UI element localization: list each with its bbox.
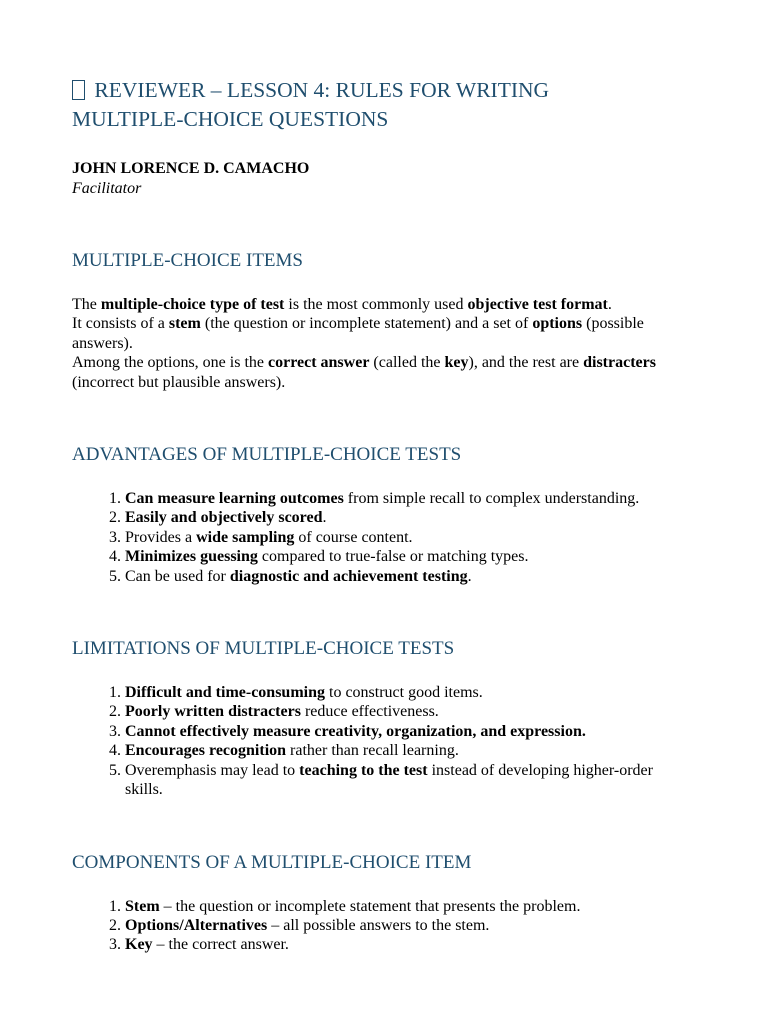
list-item-text: – the correct answer. bbox=[152, 936, 289, 954]
bold-text: stem bbox=[168, 315, 201, 333]
bold-text: distracters bbox=[583, 354, 656, 372]
list-item-bold-text: teaching to the test bbox=[299, 761, 428, 779]
list-item bbox=[125, 702, 692, 721]
bold-text: correct answer bbox=[267, 354, 370, 372]
items-paragraphs bbox=[72, 295, 692, 392]
text: It consists of a bbox=[72, 315, 169, 333]
list-item-bold-text: Key bbox=[125, 936, 153, 954]
list-item bbox=[125, 897, 692, 916]
list-item-bold-text: Cannot effectively measure creativity, organization, and expression. bbox=[125, 722, 586, 740]
list-item-text: Overemphasis may lead to bbox=[125, 761, 300, 779]
document-title bbox=[72, 76, 692, 134]
list-item-bold-text: diagnostic and achievement testing bbox=[229, 567, 468, 585]
section-heading-limitations: LIMITATIONS OF MULTIPLE-CHOICE TESTS bbox=[72, 638, 455, 660]
list-item-text: – the question or incomplete statement that presents the problem. bbox=[159, 897, 581, 915]
bold-text: objective test format bbox=[467, 296, 608, 313]
advantages-list bbox=[72, 489, 692, 586]
paragraph-3 bbox=[72, 353, 692, 392]
text: (possible answers). bbox=[72, 315, 644, 352]
list-item bbox=[125, 528, 692, 547]
paragraph-2 bbox=[72, 314, 692, 353]
list-item-text: rather than recall learning. bbox=[286, 742, 459, 760]
title-line-1: REVIEWER – LESSON 4: RULES FOR WRITING bbox=[94, 78, 550, 102]
bold-text: key bbox=[444, 354, 469, 372]
list-item-text: compared to true-false or matching types. bbox=[257, 548, 529, 566]
section-heading-items: MULTIPLE-CHOICE ITEMS bbox=[72, 250, 303, 271]
list-item bbox=[125, 935, 692, 954]
section-heading-components: COMPONENTS OF A MULTIPLE-CHOICE ITEM bbox=[72, 851, 472, 873]
document-page bbox=[72, 76, 692, 955]
list-item bbox=[125, 722, 692, 741]
text: (incorrect but plausible answers). bbox=[72, 373, 286, 391]
list-item bbox=[125, 761, 692, 800]
components-list bbox=[72, 897, 692, 955]
list-item bbox=[125, 489, 692, 508]
list-item-text: from simple recall to complex understanding. bbox=[343, 490, 640, 508]
list-item-bold-text: Can measure learning outcomes bbox=[125, 490, 344, 508]
list-item bbox=[125, 683, 692, 702]
list-item-text: – all possible answers to the stem. bbox=[267, 916, 490, 934]
list-item-bold-text: Encourages recognition bbox=[125, 742, 287, 760]
list-item-text: Provides a bbox=[125, 528, 197, 546]
list-item-bold-text: Minimizes guessing bbox=[125, 548, 258, 566]
list-item-text: . bbox=[322, 509, 327, 527]
list-item-bold-text: Easily and objectively scored bbox=[125, 509, 323, 527]
text: The bbox=[72, 296, 101, 313]
list-item-bold-text: Options/Alternatives bbox=[125, 916, 268, 934]
text: (called the bbox=[369, 354, 445, 372]
text: ), and the rest are bbox=[468, 354, 584, 372]
list-item-text: Can be used for bbox=[125, 567, 230, 585]
list-item-text: instead of developing higher-order skills. bbox=[125, 761, 653, 799]
bold-text: options bbox=[532, 315, 583, 333]
list-item-bold-text: Poorly written distracters bbox=[125, 703, 301, 721]
paragraph-1 bbox=[72, 295, 692, 314]
list-item-text: to construct good items. bbox=[325, 684, 483, 702]
text: (the question or incomplete statement) and a set of bbox=[200, 315, 533, 333]
list-item bbox=[125, 508, 692, 527]
title-line-2: MULTIPLE-CHOICE QUESTIONS bbox=[72, 107, 389, 131]
text: is the most commonly used bbox=[284, 296, 468, 313]
list-item bbox=[125, 741, 692, 760]
list-item bbox=[125, 916, 692, 935]
section-heading-advantages: ADVANTAGES OF MULTIPLE-CHOICE TESTS bbox=[72, 444, 462, 466]
list-item-bold-text: wide sampling bbox=[196, 528, 295, 546]
list-item-text: . bbox=[467, 567, 472, 585]
list-item-bold-text: Difficult and time-consuming bbox=[125, 684, 325, 702]
list-item bbox=[125, 567, 692, 586]
text: Among the options, one is the bbox=[72, 354, 268, 372]
list-item-text: reduce effectiveness. bbox=[300, 703, 439, 721]
bold-text: multiple-choice type of test bbox=[100, 296, 285, 313]
list-item-bold-text: Stem bbox=[125, 897, 160, 915]
limitations-list bbox=[72, 683, 692, 799]
text: . bbox=[607, 296, 612, 313]
list-item-text: of course content. bbox=[294, 528, 413, 546]
author-role: Facilitator bbox=[72, 180, 142, 197]
author-name: JOHN LORENCE D. CAMACHO bbox=[72, 160, 310, 177]
list-item bbox=[125, 547, 692, 566]
missing-glyph-icon bbox=[72, 80, 85, 100]
